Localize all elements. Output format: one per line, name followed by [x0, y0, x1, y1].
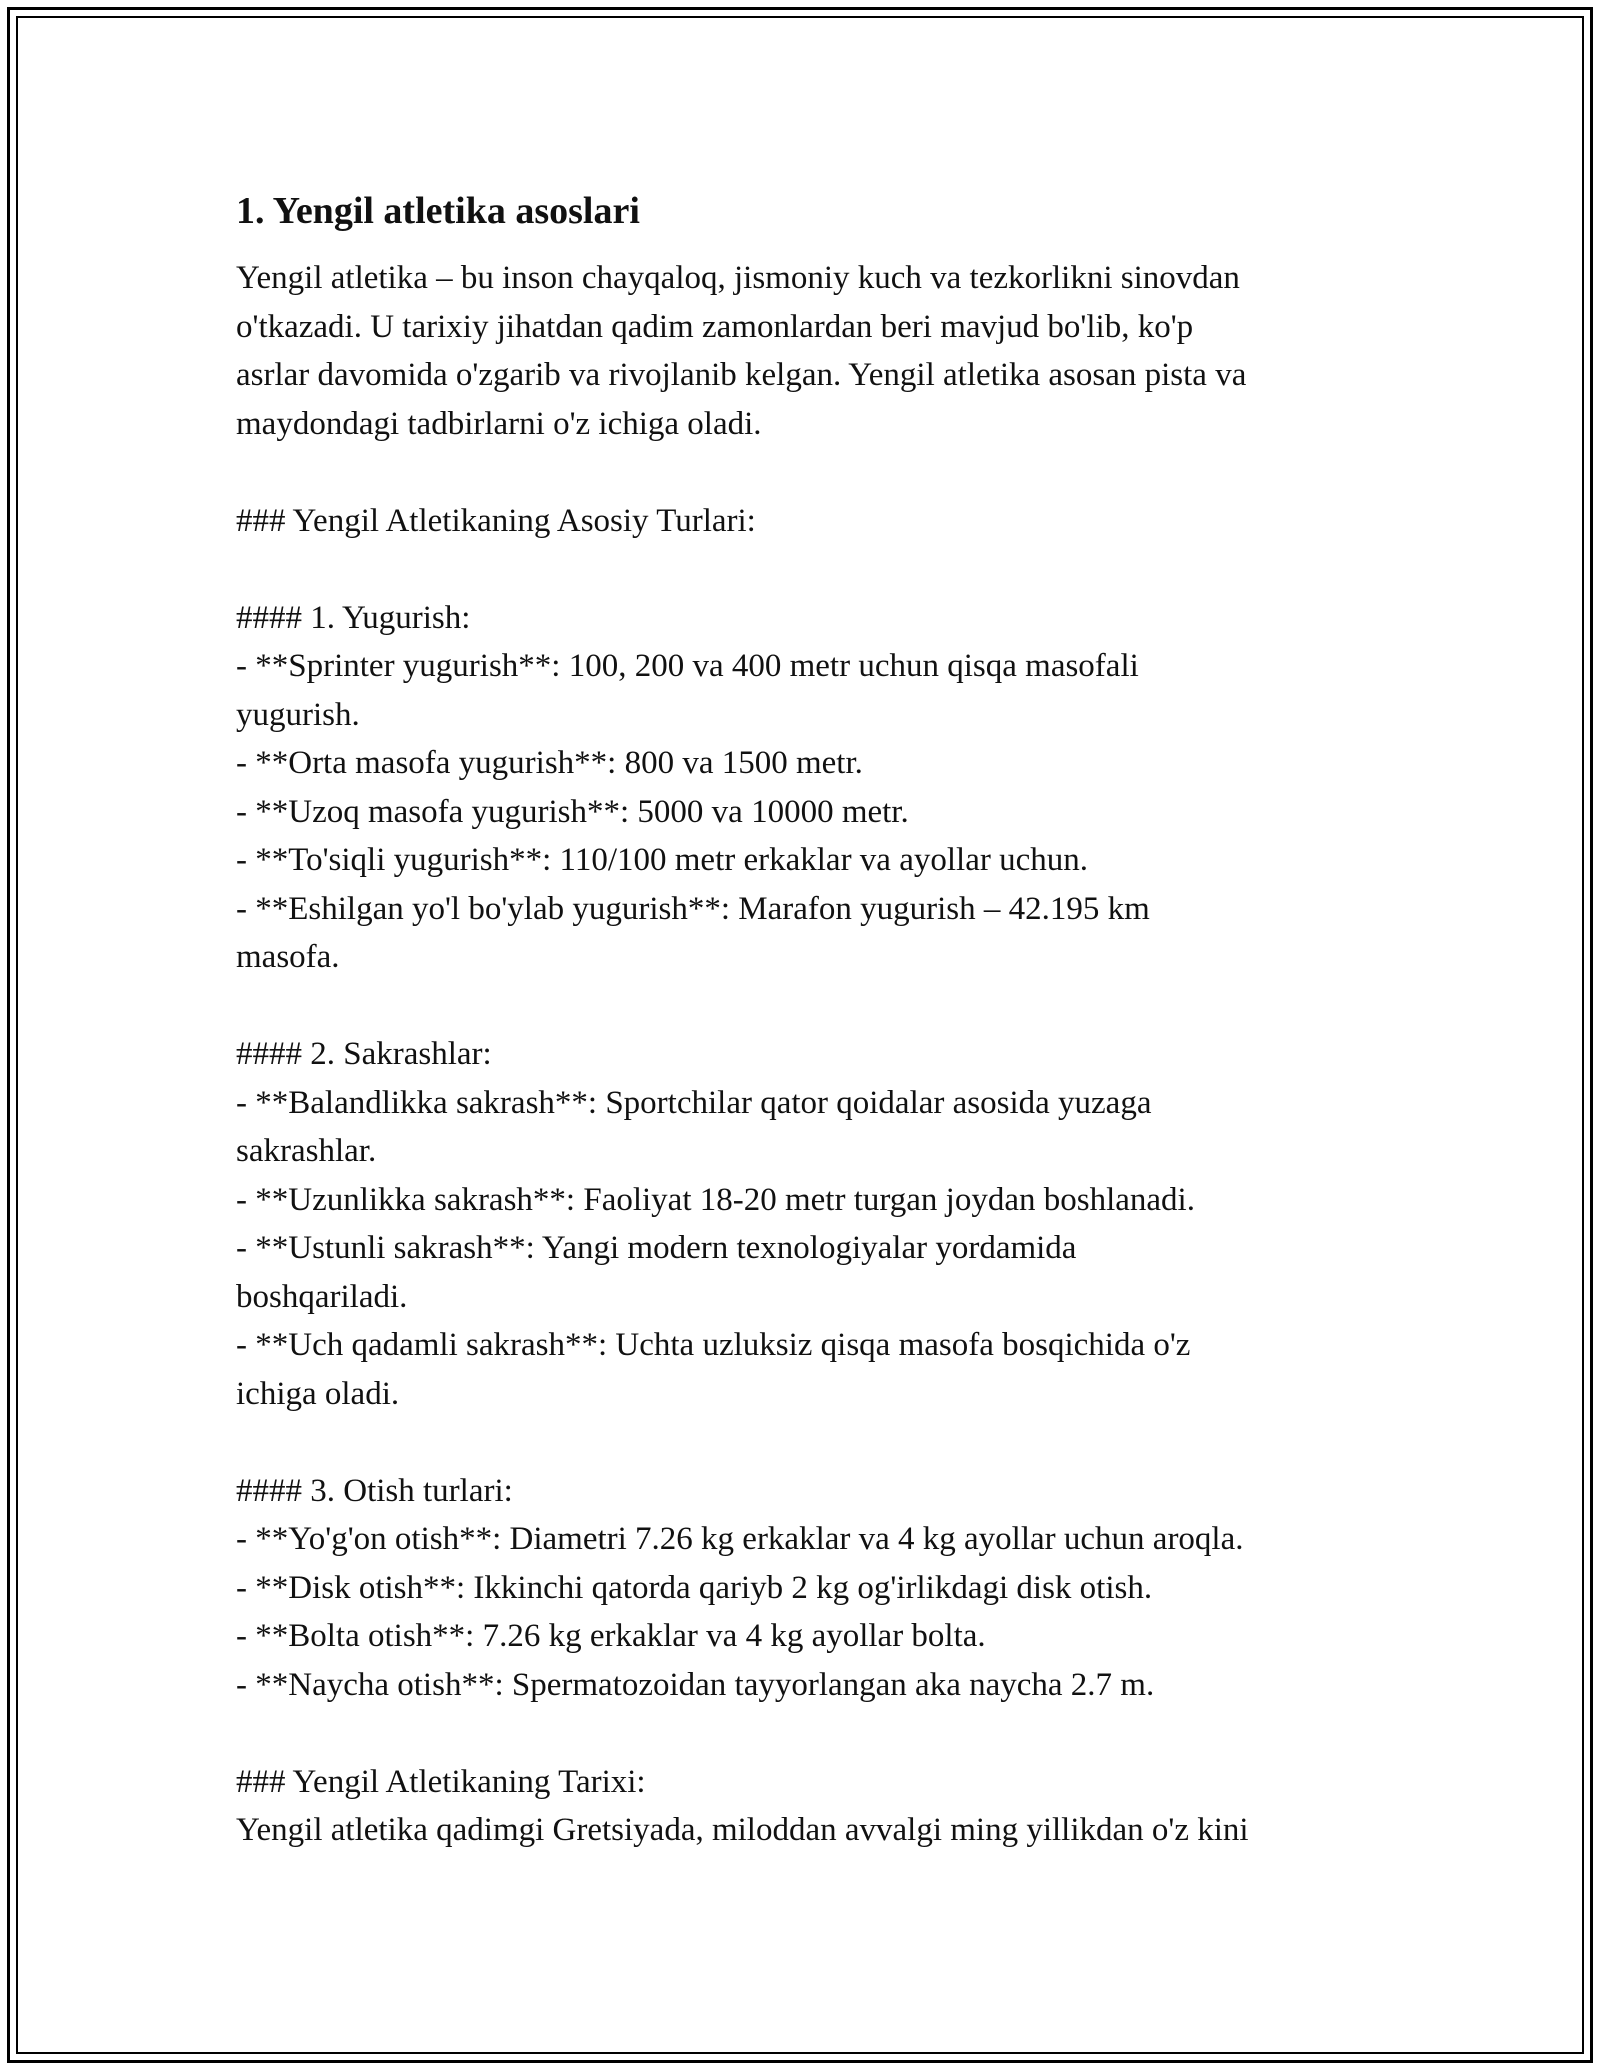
jumps-line: - **Uch qadamli sakrash**: Uchta uzluksiz qisqa masofa bosqichida o'z [236, 1327, 1191, 1363]
intro-paragraph [236, 254, 1386, 448]
running-line: masofa. [236, 939, 340, 975]
throws-line: - **Bolta otish**: 7.26 kg erkaklar va 4 kg ayollar bolta. [236, 1618, 986, 1654]
document-body [236, 186, 1386, 1855]
running-line: - **Eshilgan yo'l bo'ylab yugurish**: Marafon yugurish – 42.195 km [236, 890, 1150, 927]
throws-heading: #### 3. Otish turlari: [236, 1472, 513, 1509]
blank-line [236, 982, 1386, 1031]
jumps-heading: #### 2. Sakrashlar: [236, 1036, 492, 1072]
jumps-line: ichiga oladi. [236, 1375, 400, 1412]
throws-section [236, 1467, 1386, 1710]
intro-line: asrlar davomida o'zgarib va rivojlanib kelgan. Yengil atletika asosan pista va [236, 357, 1247, 393]
history-line: Yengil atletika qadimgi Gretsiyada, miloddan avvalgi ming yillikdan o'z kini [236, 1812, 1249, 1848]
running-line: - **To'siqli yugurish**: 110/100 metr erkaklar va ayollar uchun. [236, 842, 1088, 878]
blank-line [236, 1418, 1386, 1467]
throws-line: - **Naycha otish**: Spermatozoidan tayyorlangan aka naycha 2.7 m. [236, 1666, 1155, 1703]
running-section [236, 594, 1386, 982]
jumps-line: - **Ustunli sakrash**: Yangi modern texnologiyalar yordamida [236, 1230, 1077, 1266]
running-line: yugurish. [236, 696, 360, 733]
jumps-line: - **Balandlikka sakrash**: Sportchilar qator qoidalar asosida yuzaga [236, 1084, 1152, 1121]
jumps-line: boshqariladi. [236, 1278, 408, 1315]
history-heading: ### Yengil Atletikaning Tarixi: [236, 1763, 646, 1800]
intro-line: maydondagi tadbirlarni o'z ichiga oladi. [236, 405, 762, 442]
blank-line [236, 545, 1386, 594]
jumps-line: - **Uzunlikka sakrash**: Faoliyat 18-20 metr turgan joydan boshlanadi. [236, 1181, 1195, 1218]
running-line: - **Orta masofa yugurish**: 800 va 1500 metr. [236, 745, 863, 781]
document-title: 1. Yengil atletika asoslari [236, 190, 640, 232]
intro-line: o'tkazadi. U tarixiy jihatdan qadim zamonlardan beri mavjud bo'lib, ko'p [236, 308, 1194, 345]
running-heading: #### 1. Yugurish: [236, 599, 471, 636]
jumps-line: sakrashlar. [236, 1133, 377, 1169]
types-heading: ### Yengil Atletikaning Asosiy Turlari: [236, 502, 756, 539]
jumps-section [236, 1030, 1386, 1418]
running-line: - **Uzoq masofa yugurish**: 5000 va 10000 metr. [236, 793, 909, 830]
blank-line [236, 448, 1386, 497]
intro-line: Yengil atletika – bu inson chayqaloq, jismoniy kuch va tezkorlikni sinovdan [236, 260, 1240, 296]
blank-line [236, 1709, 1386, 1758]
running-line: - **Sprinter yugurish**: 100, 200 va 400 metr uchun qisqa masofali [236, 648, 1139, 684]
history-section [236, 1758, 1386, 1855]
throws-line: - **Disk otish**: Ikkinchi qatorda qariyb 2 kg og'irlikdagi disk otish. [236, 1569, 1153, 1606]
throws-line: - **Yo'g'on otish**: Diametri 7.26 kg erkaklar va 4 kg ayollar uchun aroqla. [236, 1521, 1244, 1557]
